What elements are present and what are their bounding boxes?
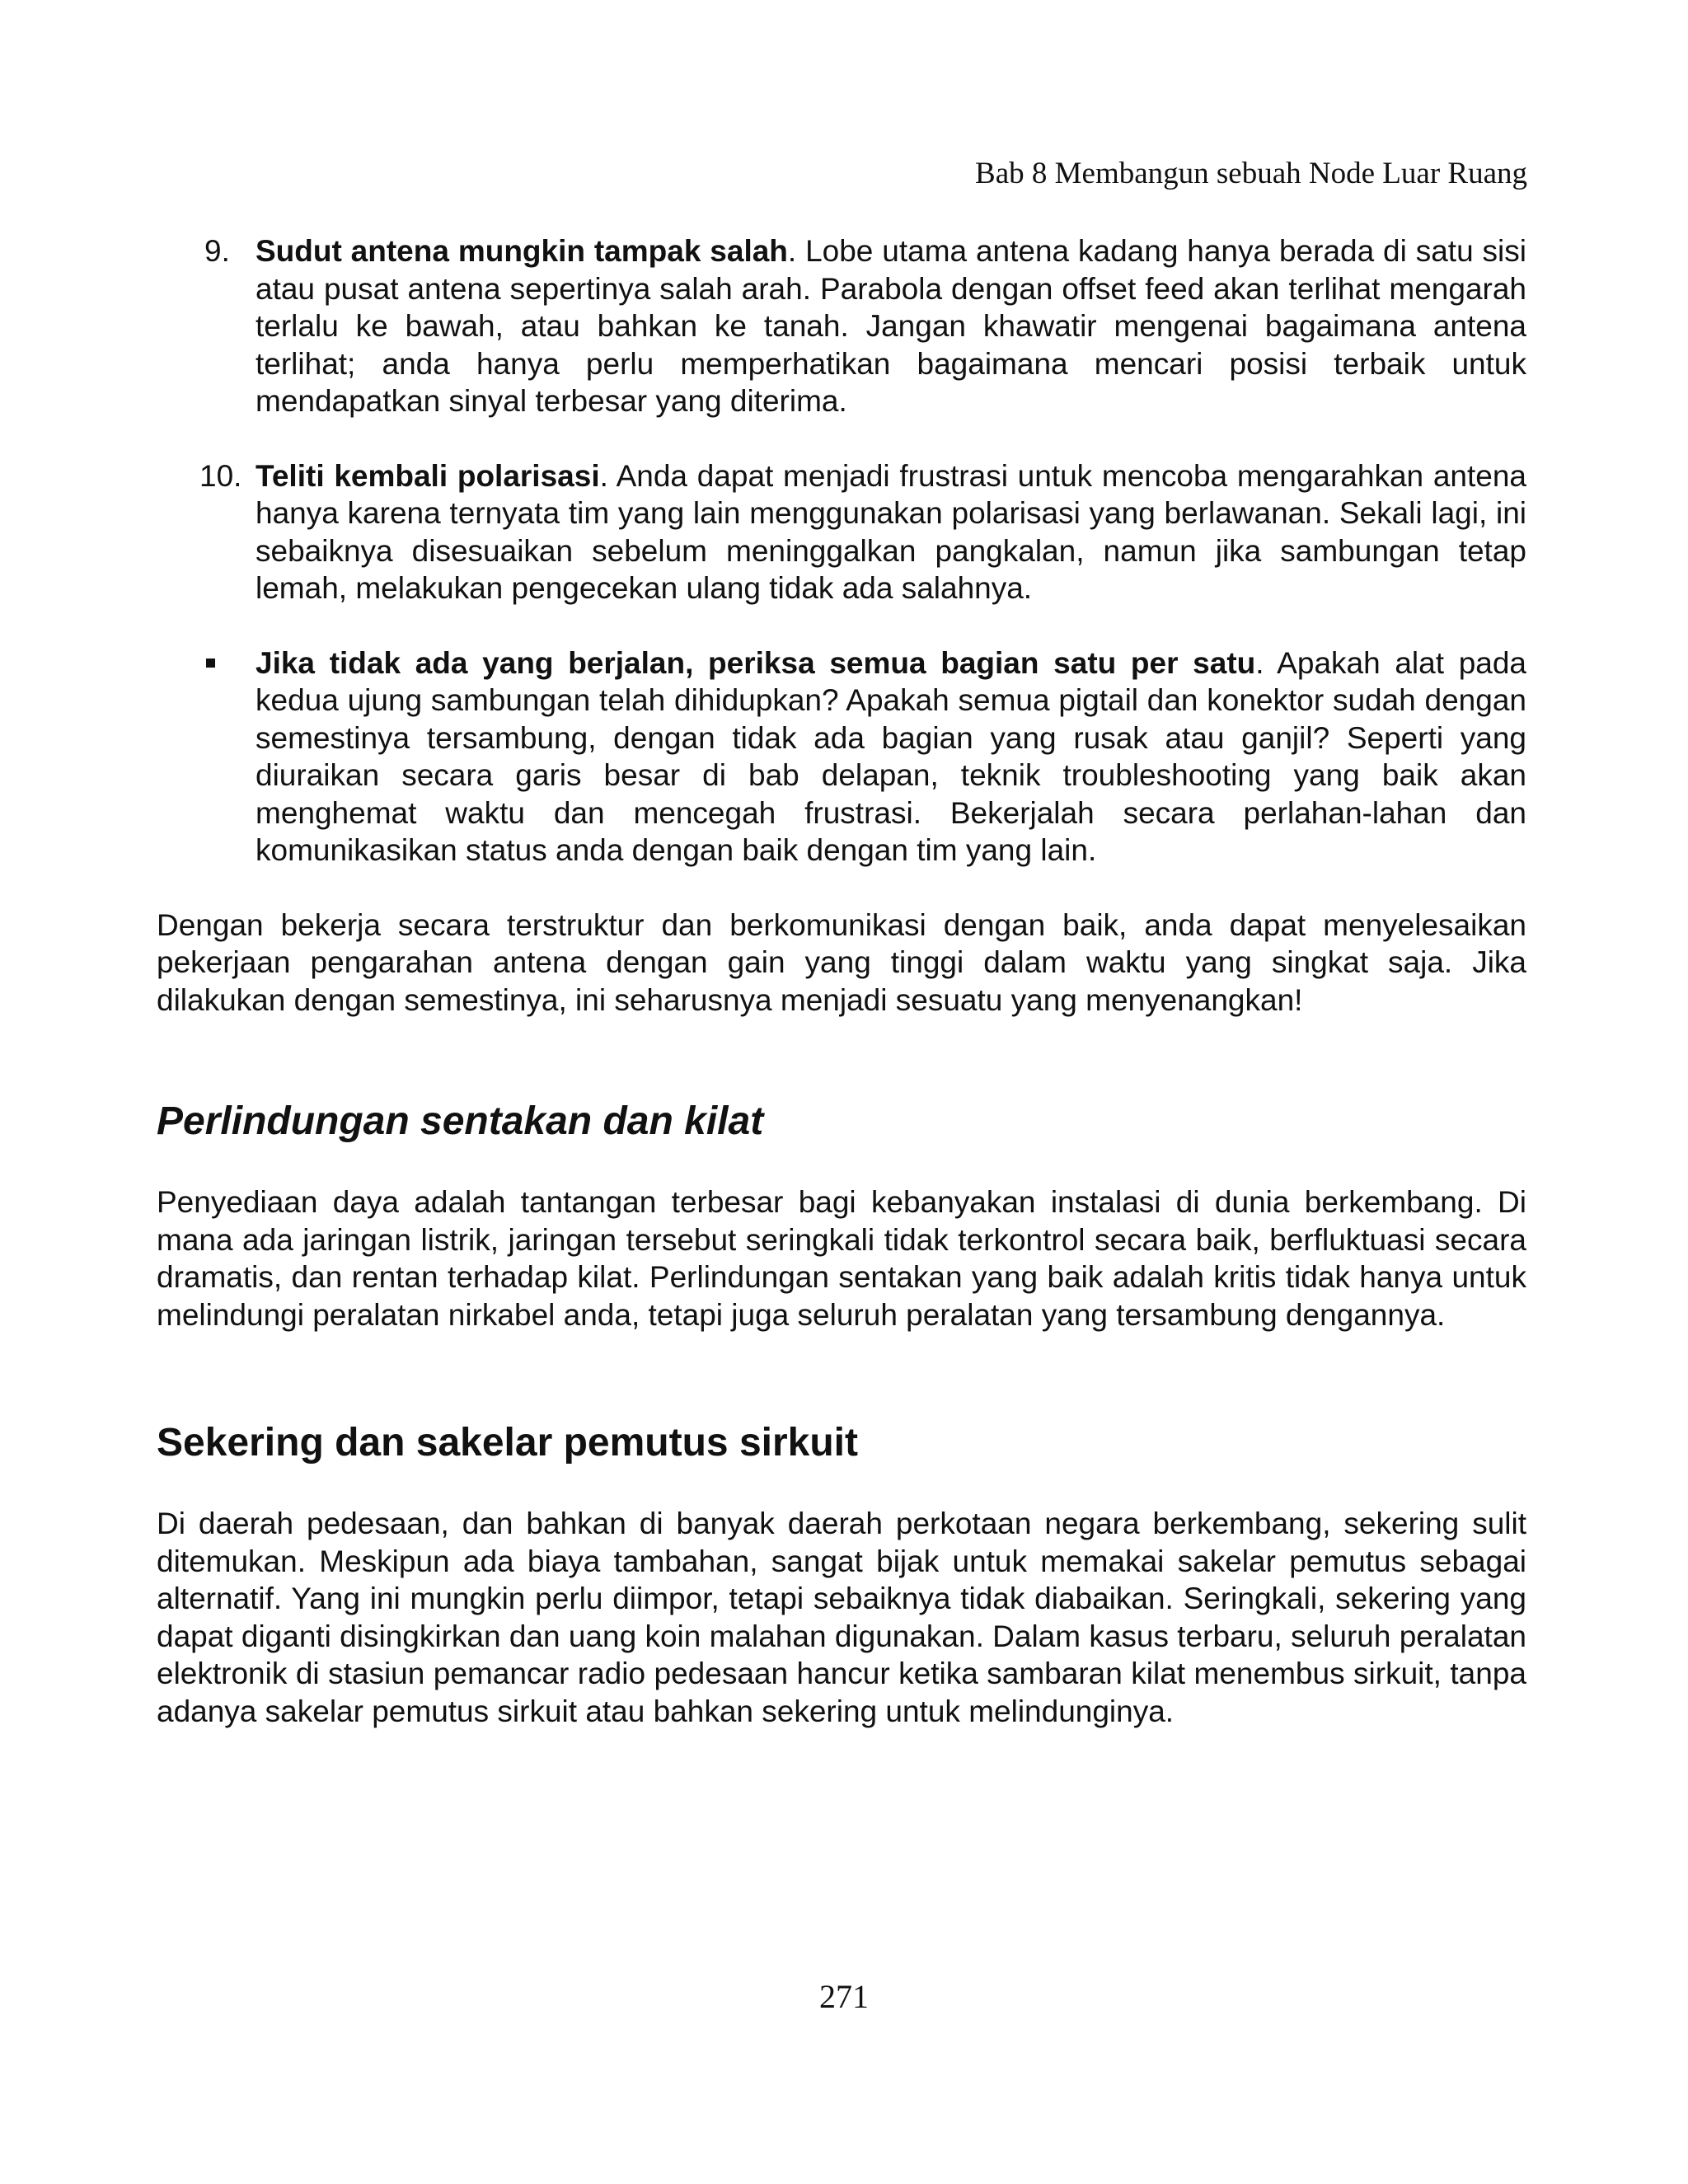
square-bullet-icon	[206, 658, 215, 668]
list-item-9	[157, 232, 1526, 420]
list-item-term: Teliti kembali polarisasi	[256, 458, 600, 493]
list-item-term: Sudut antena mungkin tampak salah	[256, 234, 788, 268]
page-content	[157, 232, 1526, 1730]
page-number: 271	[819, 1978, 869, 2015]
list-item-text: . Anda dapat menjadi frustrasi untuk mencoba mengarahkan antena hanya karena ternyata tim yang lain menggunakan polarisasi yang berlawanan. Sekali lagi, ini sebaiknya disesuaikan sebelum meninggalkan pangkalan, namun jika sambungan tetap lemah, melakukan pengecekan ulang tidak ada salahnya.	[256, 458, 1526, 605]
closing-paragraph: Dengan bekerja secara terstruktur dan berkomunikasi dengan baik, anda dapat menyelesaikan pekerjaan pengarahan antena dengan gain yang tinggi dalam waktu yang singkat saja. Jika dilakukan dengan semestinya, ini seharusnya menjadi sesuatu yang menyenangkan!	[157, 907, 1526, 1017]
list-item-term: Jika tidak ada yang berjalan, periksa semua bagian satu per satu	[256, 645, 1256, 680]
running-header: Bab 8 Membangun sebuah Node Luar Ruang	[975, 157, 1527, 190]
list-marker: 9.	[204, 234, 230, 268]
section-heading-surge: Perlindungan sentakan dan kilat	[157, 1099, 764, 1143]
list-item-10	[157, 457, 1526, 607]
fuses-paragraph: Di daerah pedesaan, dan bahkan di banyak daerah perkotaan negara berkembang, sekering sulit ditemukan. Meskipun ada biaya tambahan, sangat bijak untuk memakai sakelar pemutus sebagai alternatif. Yang ini mungkin perlu diimpor, tetapi sebaiknya tidak diabaikan. Seringkali, sekering yang dapat diganti disingkirkan dan uang koin malahan digunakan. Dalam kasus terbaru, seluruh peralatan elektronik di stasiun pemancar radio pedesaan hancur ketika sambaran kilat menembus sirkuit, tanpa adanya sakelar pemutus sirkuit atau bahkan sekering untuk melindunginya.	[157, 1507, 1526, 1728]
list-item-text: . Apakah alat pada kedua ujung sambungan telah dihidupkan? Apakah semua pigtail dan konektor sudah dengan semestinya tersambung, dengan tidak ada bagian yang rusak atau ganjil? Seperti yang diuraikan secara garis besar di bab delapan, teknik troubleshooting yang baik akan menghemat waktu dan mencegah frustrasi. Bekerjalah secara perlahan-lahan dan komunikasikan status anda dengan baik dengan tim yang lain.	[256, 645, 1526, 867]
section-heading-fuses: Sekering dan sakelar pemutus sirkuit	[157, 1421, 858, 1465]
bullet-item	[157, 644, 1526, 869]
list-item-text: . Lobe utama antena kadang hanya berada di satu sisi atau pusat antena sepertinya salah arah. Parabola dengan offset feed akan terlihat mengarah terlalu ke bawah, atau bahkan ke tanah. Jangan khawatir mengenai bagaimana antena terlihat; anda hanya perlu memperhatikan bagaimana mencari posisi terbaik untuk mendapatkan sinyal terbesar yang diterima.	[256, 234, 1526, 418]
surge-paragraph: Penyediaan daya adalah tantangan terbesar bagi kebanyakan instalasi di dunia berkembang. Di mana ada jaringan listrik, jaringan tersebut seringkali tidak terkontrol secara baik, berfluktuasi secara dramatis, dan rentan terhadap kilat. Perlindungan sentakan yang baik adalah kritis tidak hanya untuk melindungi peralatan nirkabel anda, tetapi juga seluruh peralatan yang tersambung dengannya.	[157, 1185, 1526, 1332]
list-marker: 10.	[199, 458, 242, 493]
